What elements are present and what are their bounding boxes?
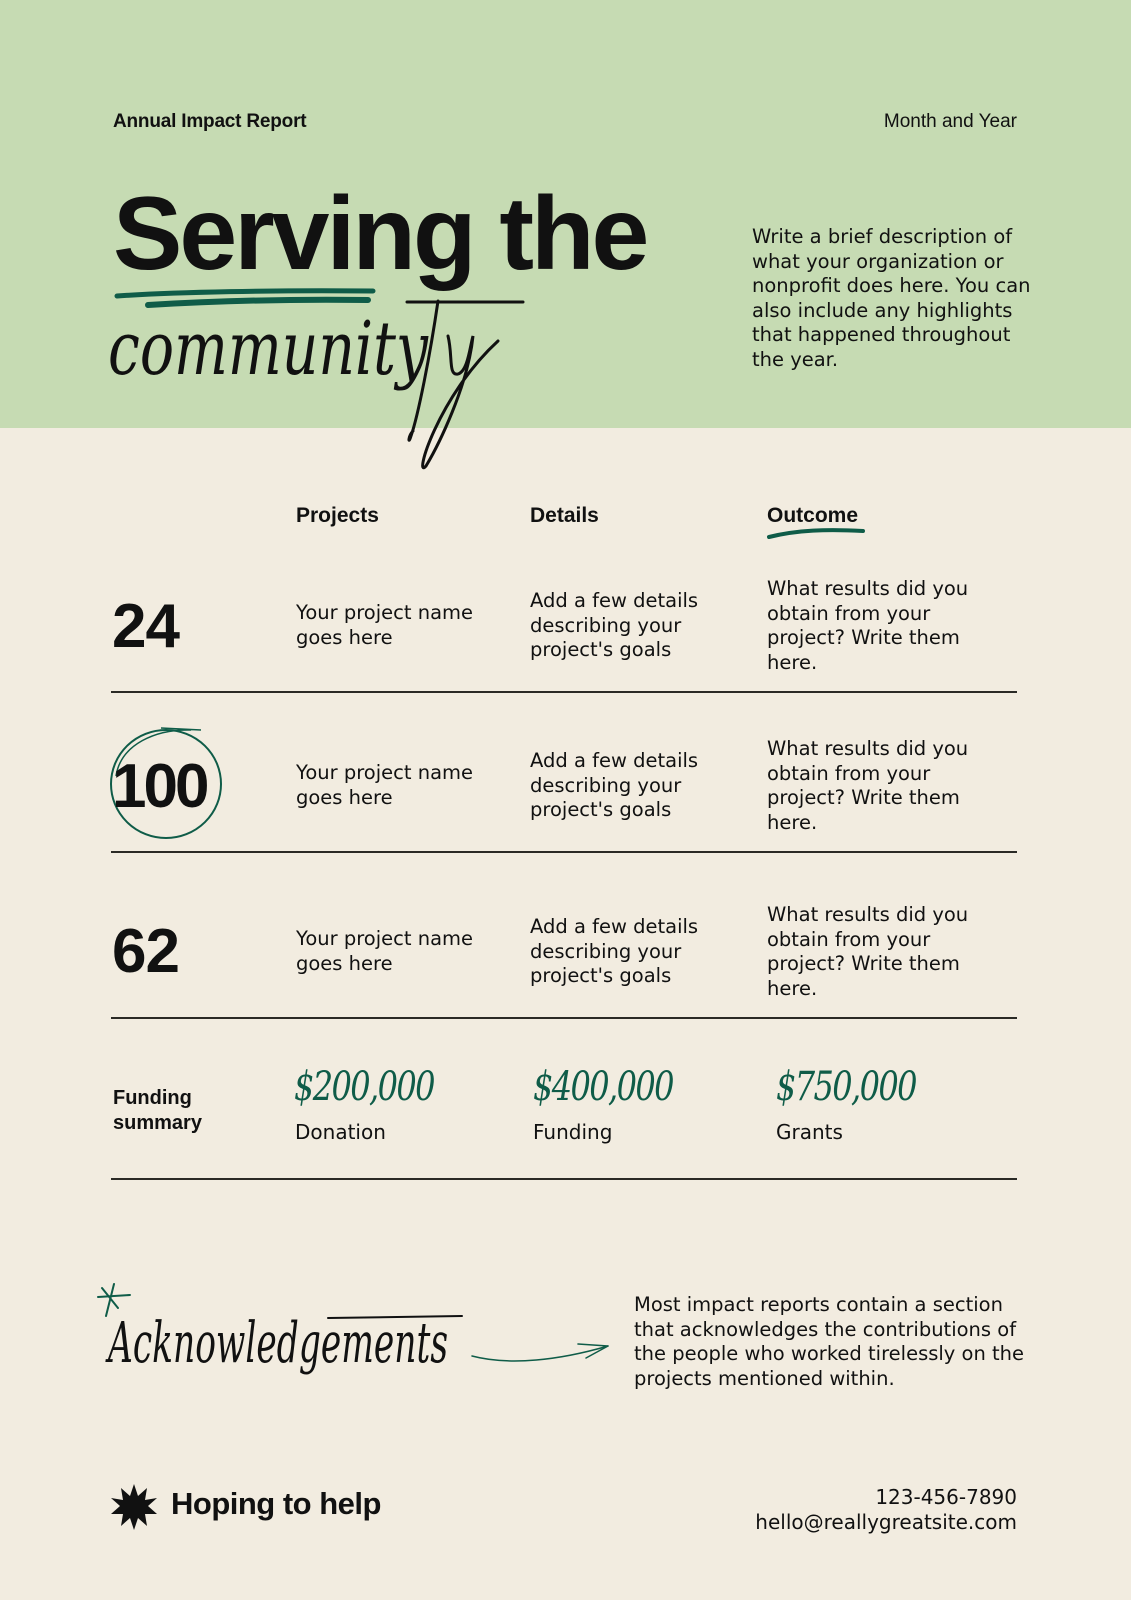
row-outcome: What results did you obtain from your project? Write them here. xyxy=(767,903,969,1000)
divider xyxy=(111,851,1017,853)
brand-name: Hoping to help xyxy=(171,1486,381,1521)
funding-summary-label: Funding summary xyxy=(113,1087,202,1134)
contact-info xyxy=(700,1485,1017,1535)
column-header-outcome: Outcome xyxy=(767,504,859,527)
funding-amount: $750,000 xyxy=(776,1064,916,1110)
report-label: Annual Impact Report xyxy=(113,111,307,132)
row-number: 24 xyxy=(112,592,179,661)
row-details: Add a few details describing your project's goals xyxy=(530,915,699,987)
svg-text:Acknowledgements: Acknowledgements xyxy=(104,1311,449,1376)
arrow-right-icon xyxy=(470,1338,610,1368)
contact-email: hello@reallygreatsite.com xyxy=(755,1510,1017,1534)
contact-phone: 123-456-7890 xyxy=(875,1485,1017,1509)
column-header-details: Details xyxy=(530,504,599,527)
row-project: Your project name goes here xyxy=(296,601,474,649)
row-project: Your project name goes here xyxy=(296,761,474,809)
divider xyxy=(111,1178,1017,1180)
funding-type: Donation xyxy=(295,1120,386,1144)
row-project: Your project name goes here xyxy=(296,927,474,975)
outcome-underline-icon xyxy=(767,526,867,540)
intro-description: Write a brief description of what your organization or nonprofit does here. You can also include any highlights that happened throughout the year. xyxy=(752,225,1031,371)
row-details: Add a few details describing your project's goals xyxy=(530,749,699,821)
acknowledgements-text: Most impact reports contain a section that acknowledges the contributions of the people who worked tirelessly on the projects mentioned within. xyxy=(634,1293,1025,1390)
row-details: Add a few details describing your project's goals xyxy=(530,589,699,661)
divider xyxy=(111,1017,1017,1019)
acknowledgements-script xyxy=(104,1290,468,1400)
row-number: 62 xyxy=(112,917,179,986)
row-number: 100 xyxy=(112,752,207,821)
funding-amount: $400,000 xyxy=(533,1064,673,1110)
row-outcome: What results did you obtain from your project? Write them here. xyxy=(767,577,969,674)
date-label: Month and Year xyxy=(883,111,1017,132)
row-outcome: What results did you obtain from your project? Write them here. xyxy=(767,737,969,834)
funding-amount: $200,000 xyxy=(294,1064,434,1110)
starburst-icon xyxy=(111,1484,157,1530)
column-header-projects: Projects xyxy=(296,504,379,527)
community-script xyxy=(108,296,528,481)
funding-type: Grants xyxy=(776,1120,843,1144)
page-title: Serving the xyxy=(113,176,647,292)
divider xyxy=(111,691,1017,693)
svg-text:community: community xyxy=(108,306,429,392)
funding-type: Funding xyxy=(533,1120,613,1144)
